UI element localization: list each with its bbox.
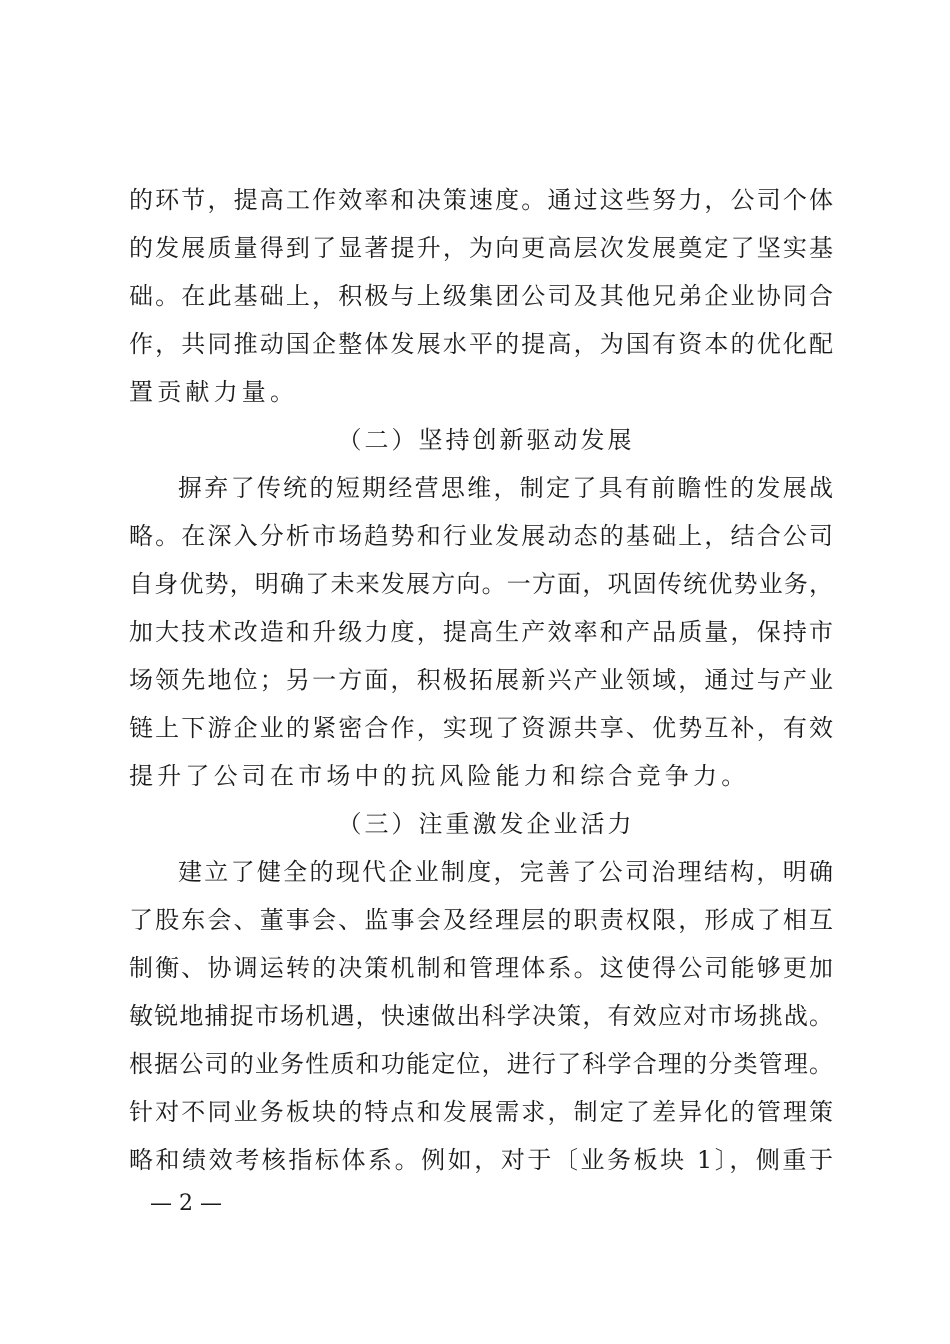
paragraph-line: 自身优势，明确了未来发展方向。一方面，巩固传统优势业务， (129, 570, 833, 598)
section-heading: （二）坚持创新驱动发展 (337, 426, 635, 454)
paragraph-line: 的环节，提高工作效率和决策速度。通过这些努力，公司个体 (129, 186, 833, 214)
paragraph-line: 加大技术改造和升级力度，提高生产效率和产品质量，保持市 (129, 618, 833, 646)
paragraph-line: 根据公司的业务性质和功能定位，进行了科学合理的分类管理。 (129, 1050, 833, 1078)
paragraph-line: 略和绩效考核指标体系。例如，对于〔业务板块 1〕，侧重于 (129, 1146, 833, 1174)
paragraph-line: 敏锐地捕捉市场机遇，快速做出科学决策，有效应对市场挑战。 (129, 1002, 833, 1030)
section-heading: （三）注重激发企业活力 (337, 810, 635, 838)
paragraph-line: 置贡献力量。 (129, 378, 299, 406)
paragraph-line: 了股东会、董事会、监事会及经理层的职责权限，形成了相互 (129, 906, 833, 934)
paragraph-line: 的发展质量得到了显著提升，为向更高层次发展奠定了坚实基 (129, 234, 833, 262)
page-number: — 2 — (150, 1191, 222, 1216)
paragraph-line: 提升了公司在市场中的抗风险能力和综合竞争力。 (129, 762, 750, 790)
paragraph-line: 链上下游企业的紧密合作，实现了资源共享、优势互补，有效 (129, 714, 833, 742)
paragraph-line: 略。在深入分析市场趋势和行业发展动态的基础上，结合公司 (129, 522, 833, 550)
paragraph-line: 针对不同业务板块的特点和发展需求，制定了差异化的管理策 (129, 1098, 833, 1126)
paragraph-line: 制衡、协调运转的决策机制和管理体系。这使得公司能够更加 (129, 954, 833, 982)
paragraph-line: 础。在此基础上，积极与上级集团公司及其他兄弟企业协同合 (129, 282, 833, 310)
paragraph-line: 建立了健全的现代企业制度，完善了公司治理结构，明确 (178, 858, 833, 886)
paragraph-line: 场领先地位；另一方面，积极拓展新兴产业领域，通过与产业 (129, 666, 833, 694)
paragraph-line: 作，共同推动国企整体发展水平的提高，为国有资本的优化配 (129, 330, 833, 358)
paragraph-line: 摒弃了传统的短期经营思维，制定了具有前瞻性的发展战 (178, 474, 833, 502)
